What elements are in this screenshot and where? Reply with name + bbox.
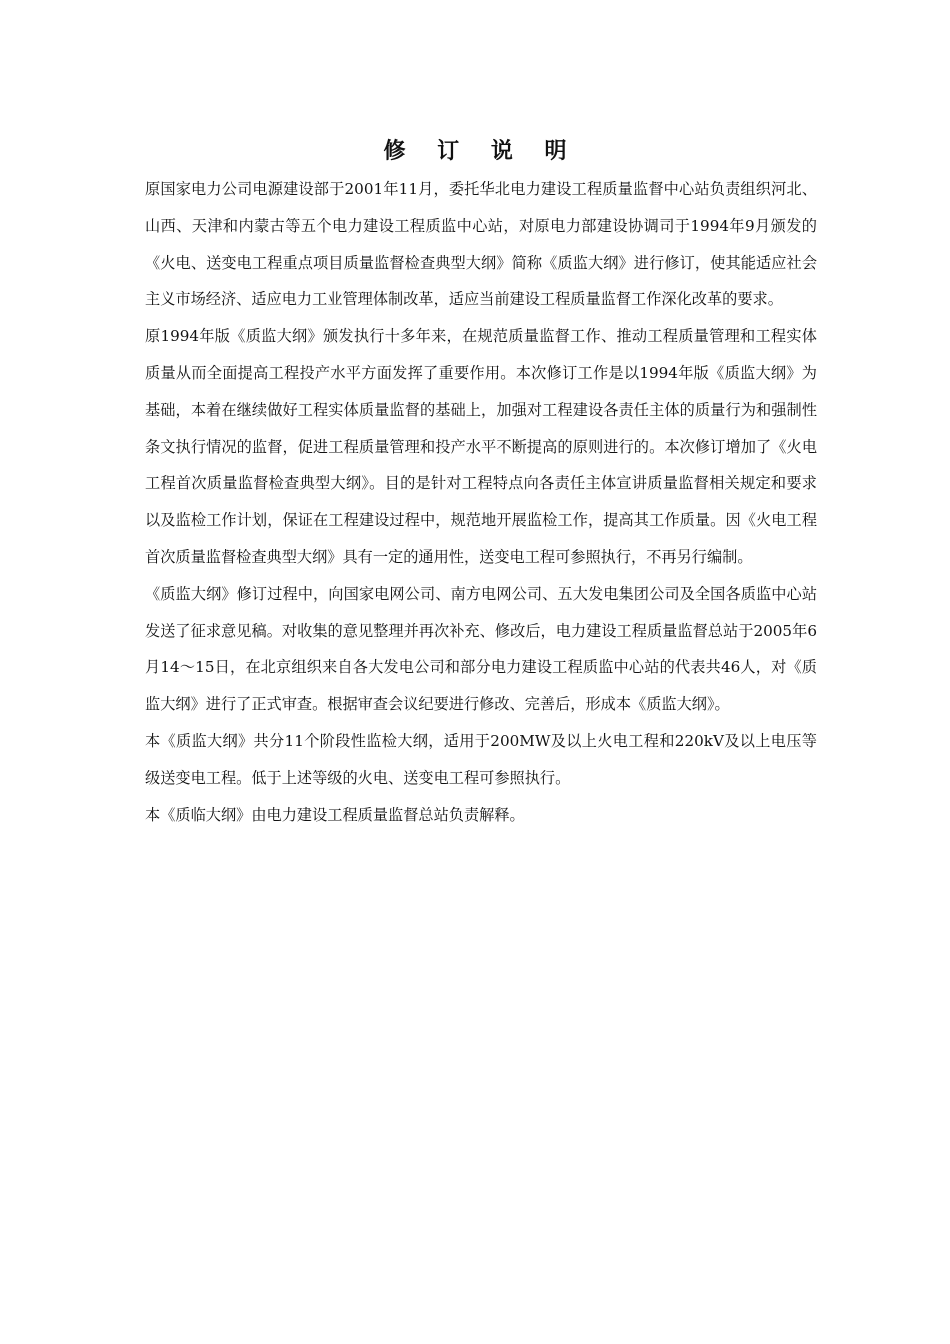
paragraph-5: 本《质临大纲》由电力建设工程质量监督总站负责解释。 (145, 805, 525, 824)
paragraph-1: 原国家电力公司电源建设部于2001年11月，委托华北电力建设工程质量监督中心站负责组织河北、山西、天津和内蒙古等五个电力建设工程质监中心站，对原电力部建设协调司于1994年9月颁发的《火电、送变电工程重点项目质量监督检查典型大纲》简称《质监大纲》进行修订，使其能适应社会主义市场经济、适应电力工业管理体制改革，适应当前建设工程质量监督工作深化改革的要求。 (145, 180, 817, 309)
paragraph-2: 原1994年版《质监大纲》颁发执行十多年来，在规范质量监督工作、推动工程质量管理和工程实体质量从而全面提高工程投产水平方面发挥了重要作用。本次修订工作是以1994年版《质监大纲》为基础，本着在继续做好工程实体质量监督的基础上，加强对工程建设各责任主体的质量行为和强制性条文执行情况的监督，促进工程质量管理和投产水平不断提高的原则进行的。本次修订增加了《火电工程首次质量监督检查典型大纲》。目的是针对工程特点向各责任主体宣讲质量监督相关规定和要求以及监检工作计划，保证在工程建设过程中，规范地开展监检工作，提高其工作质量。因《火电工程首次质量监督检查典型大纲》具有一定的通用性，送变电工程可参照执行，不再另行编制。 (145, 327, 817, 566)
paragraph-3: 《质监大纲》修订过程中，向国家电网公司、南方电网公司、五大发电集团公司及全国各质监中心站发送了征求意见稿。对收集的意见整理并再次补充、修改后，电力建设工程质量监督总站于2005年6月14～15日，在北京组织来自各大发电公司和部分电力建设工程质监中心站的代表共46人，对《质监大纲》进行了正式审查。根据审查会议纪要进行修改、完善后，形成本《质监大纲》。 (145, 584, 817, 714)
paragraph-4: 本《质监大纲》共分11个阶段性监检大纲，适用于200MW及以上火电工程和220kV及以上电压等级送变电工程。低于上述等级的火电、送变电工程可参照执行。 (145, 731, 817, 787)
document-body (145, 171, 817, 833)
document-title: 修 订 说 明 (383, 138, 579, 164)
